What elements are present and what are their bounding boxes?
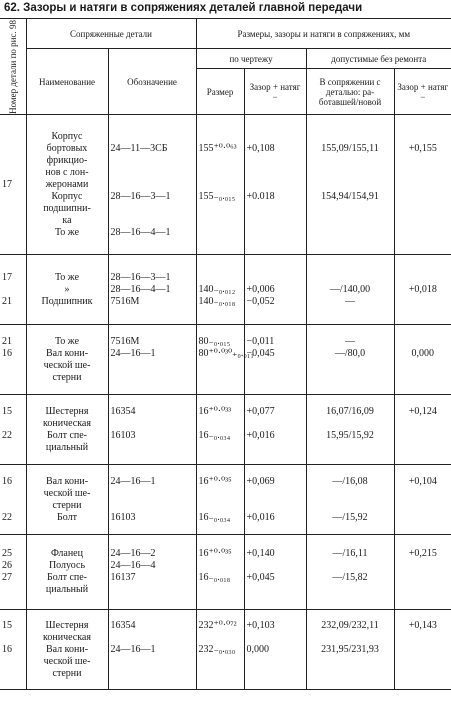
table-title: 62. Зазоры и натяги в сопряжениях деталей главной передачи xyxy=(4,2,363,14)
designation: 16103 xyxy=(110,429,136,441)
gap-drawing: +0,016 xyxy=(246,429,275,441)
header-in-mating: В сопряжении с деталью: работавшей/новой xyxy=(306,69,394,115)
size: 16₋₀.₀₁₈ xyxy=(198,572,231,583)
part-number: 16 xyxy=(2,347,12,359)
part-number-cell xyxy=(0,255,26,325)
gap-allowable-cell xyxy=(394,115,451,255)
part-name: ка xyxy=(62,214,72,226)
mating-value: —/16,08 xyxy=(332,475,368,487)
size: 155⁺⁰·⁰⁶³ xyxy=(198,142,237,154)
part-name: То же xyxy=(54,271,80,283)
mating-value: 231,95/231,93 xyxy=(321,643,379,655)
part-name: стерни xyxy=(52,499,82,511)
header-mating-parts: Сопряженные детали xyxy=(26,19,196,49)
part-name-cell xyxy=(26,255,108,325)
table-row xyxy=(0,465,451,535)
part-name-cell xyxy=(26,115,108,255)
gap-drawing: −0,011 xyxy=(246,335,275,347)
part-number-cell xyxy=(0,395,26,465)
part-name-cell xyxy=(26,395,108,465)
designation: 28—16—4—1 xyxy=(110,226,171,238)
designation-cell xyxy=(108,610,196,690)
designation: 24—16—2 xyxy=(110,548,156,559)
part-number: 21 xyxy=(2,295,12,307)
size-cell xyxy=(196,535,244,610)
gap-allowable-cell xyxy=(394,325,451,395)
part-name: Болт спе- xyxy=(46,572,88,583)
designation: 24—16—4 xyxy=(110,560,156,571)
designation-cell xyxy=(108,325,196,395)
size-cell xyxy=(196,325,254,395)
gap-drawing: +0,077 xyxy=(246,405,275,417)
mating-value: 232,09/232,11 xyxy=(321,619,379,631)
part-number: 15 xyxy=(2,619,12,631)
designation-cell xyxy=(108,465,196,535)
size: 232⁺⁰·⁰⁷² xyxy=(198,619,237,631)
gap-drawing: +0,016 xyxy=(246,511,275,523)
designation: 28—16—3—1 xyxy=(110,190,171,202)
table-row xyxy=(0,325,451,395)
part-name: ческой ше- xyxy=(43,655,91,667)
gap-drawing: 0,000 xyxy=(246,643,270,655)
gap-drawing: −0,052 xyxy=(246,295,275,307)
part-name: нов с лон- xyxy=(45,166,89,178)
gap-drawing: +0,006 xyxy=(246,283,275,295)
part-name: ческой ше- xyxy=(43,359,91,371)
gap-drawing-cell xyxy=(244,255,306,325)
table-row xyxy=(0,535,451,610)
part-number: 21 xyxy=(2,335,12,347)
table-body xyxy=(0,115,451,690)
designation: 7516М xyxy=(110,295,140,307)
header-sizes-group: Размеры, зазоры и натяги в сопряжениях, мм xyxy=(196,19,451,49)
size: 232₋₀.₀₃₀ xyxy=(198,643,236,655)
gap-drawing: +0,069 xyxy=(246,475,275,487)
size-cell xyxy=(196,395,244,465)
mating-value: —/16,11 xyxy=(332,548,368,559)
designation: 7516М xyxy=(110,335,140,347)
mating-value: —/80,0 xyxy=(334,347,366,359)
part-name: ческой ше- xyxy=(43,487,91,499)
gap-drawing-cell xyxy=(244,535,306,610)
size: 16⁺⁰·⁰³³ xyxy=(198,405,232,417)
part-name: фрикцио- xyxy=(46,154,88,166)
gap-drawing-cell xyxy=(244,610,306,690)
designation: 28—16—3—1 xyxy=(110,271,171,283)
gap-allowable-cell xyxy=(394,395,451,465)
part-name: То же xyxy=(54,226,80,238)
designation: 16354 xyxy=(110,405,136,417)
part-name: Корпус xyxy=(51,130,83,142)
gap-drawing: −0,045 xyxy=(246,347,275,359)
gap-allowable-cell xyxy=(394,465,451,535)
part-name: Корпус xyxy=(51,190,83,202)
gap-drawing: +0,140 xyxy=(246,548,275,559)
gap-allowable: +0,143 xyxy=(408,619,437,631)
mating-value: —/15,92 xyxy=(332,511,368,523)
gap-allowable: +0,104 xyxy=(408,475,437,487)
part-name: Подшипник xyxy=(41,295,93,307)
gap-allowable-cell xyxy=(394,535,451,610)
part-name: коническая xyxy=(43,417,91,429)
mating-value-cell xyxy=(306,395,394,465)
part-name-cell xyxy=(26,610,108,690)
part-name: Шестерня xyxy=(45,405,89,417)
header-gap-allowable: Зазор + натяг − xyxy=(394,69,451,115)
mating-value: 155,09/155,11 xyxy=(321,142,379,154)
size: 16⁺⁰·⁰³⁵ xyxy=(198,475,232,487)
size: 140₋₀.₀₁₈ xyxy=(198,295,236,307)
part-number: 17 xyxy=(2,271,12,283)
part-number: 16 xyxy=(2,475,12,487)
table-row xyxy=(0,395,451,465)
part-number: 15 xyxy=(2,405,12,417)
part-name: стерни xyxy=(52,667,82,679)
size: 140₋₀.₀₁₂ xyxy=(198,283,236,295)
designation: 16137 xyxy=(110,572,136,583)
header-size: Размер xyxy=(196,69,244,115)
designation-cell xyxy=(108,395,196,465)
part-name: стерни xyxy=(52,371,82,383)
designation: 24—11—3СБ xyxy=(110,142,168,154)
part-name: То же xyxy=(54,335,80,347)
clearances-table xyxy=(0,18,451,690)
part-number: 22 xyxy=(2,511,12,523)
mating-value-cell xyxy=(306,610,394,690)
header-allowable: допустимые без ремонта xyxy=(306,49,451,69)
part-number-cell xyxy=(0,325,26,395)
mating-value-cell xyxy=(306,255,394,325)
part-name: циальный xyxy=(45,584,89,595)
part-name-cell xyxy=(26,535,108,610)
mating-value-cell xyxy=(306,325,394,395)
mating-value: — xyxy=(345,335,356,347)
part-number: 22 xyxy=(2,429,12,441)
part-number-cell xyxy=(0,610,26,690)
designation-cell xyxy=(108,115,196,255)
part-name: Вал кони- xyxy=(45,347,89,359)
designation-cell xyxy=(108,535,196,610)
part-name: жеронами xyxy=(45,178,89,190)
size-cell xyxy=(196,610,244,690)
part-number: 25 xyxy=(2,548,12,559)
designation: 28—16—4—1 xyxy=(110,283,171,295)
part-name: Фланец xyxy=(51,548,83,559)
gap-allowable-cell xyxy=(394,255,451,325)
part-name: Полуось xyxy=(48,560,86,571)
header-by-drawing: по чертежу xyxy=(196,49,306,69)
part-name: подшипни- xyxy=(43,202,91,214)
gap-drawing-cell xyxy=(244,325,306,395)
part-name: » xyxy=(64,283,70,295)
header-designation: Обозначение xyxy=(108,49,196,115)
mating-value: —/140,00 xyxy=(329,283,371,295)
part-number-cell xyxy=(0,465,26,535)
part-number: 16 xyxy=(2,643,12,655)
gap-drawing: +0.018 xyxy=(246,190,275,202)
gap-allowable-cell xyxy=(394,610,451,690)
designation-cell xyxy=(108,255,196,325)
part-number: 26 xyxy=(2,560,12,571)
size-cell xyxy=(196,115,244,255)
part-name: Болт спе- xyxy=(46,429,88,441)
part-name: Вал кони- xyxy=(45,475,89,487)
designation: 16103 xyxy=(110,511,136,523)
mating-value: — xyxy=(345,295,356,307)
header-gap-drawing: Зазор + натяг − xyxy=(244,69,306,115)
size: 16₋₀.₀₃₄ xyxy=(198,429,231,441)
mating-value: 16,07/16,09 xyxy=(326,405,374,417)
part-name: бортовых xyxy=(46,142,88,154)
mating-value-cell xyxy=(306,535,394,610)
gap-drawing-cell xyxy=(244,395,306,465)
header-name: Наименование xyxy=(26,49,108,115)
part-name: Шестерня xyxy=(45,619,89,631)
table-row xyxy=(0,610,451,690)
gap-allowable: 0,000 xyxy=(411,347,435,359)
size: 80₋₀.₀₁₅ xyxy=(198,335,231,347)
gap-allowable: +0,155 xyxy=(408,142,437,154)
mating-value: 15,95/15,92 xyxy=(326,429,374,441)
part-number-cell xyxy=(0,115,26,255)
mating-value-cell xyxy=(306,115,394,255)
gap-allowable: +0,215 xyxy=(408,548,437,559)
size-cell xyxy=(196,465,244,535)
part-name-cell xyxy=(26,325,108,395)
size: 16₋₀.₀₃₄ xyxy=(198,511,231,523)
gap-drawing: +0,103 xyxy=(246,619,275,631)
part-name: циальный xyxy=(45,441,89,453)
size: 16⁺⁰·⁰³⁵ xyxy=(198,548,232,559)
gap-drawing: +0,045 xyxy=(246,572,275,583)
mating-value: 154,94/154,91 xyxy=(321,190,379,202)
gap-drawing-cell xyxy=(244,115,306,255)
designation: 24—16—1 xyxy=(110,475,156,487)
part-name: Болт xyxy=(57,511,77,523)
part-number: 17 xyxy=(2,178,12,190)
mating-value-cell xyxy=(306,465,394,535)
part-name: Вал кони- xyxy=(45,643,89,655)
part-name: коническая xyxy=(43,631,91,643)
size: 155₋₀.₀₁₅ xyxy=(198,190,236,202)
part-name-cell xyxy=(26,465,108,535)
mating-value: —/15,82 xyxy=(332,572,368,583)
table-row xyxy=(0,115,451,255)
designation: 24—16—1 xyxy=(110,347,156,359)
table-row xyxy=(0,255,451,325)
gap-drawing: +0,108 xyxy=(246,142,275,154)
size: 80⁺⁰·⁰³⁰₊₀.₀₁₁ xyxy=(198,347,254,359)
part-number: 27 xyxy=(2,572,12,583)
gap-allowable: +0,018 xyxy=(408,283,437,295)
designation: 24—16—1 xyxy=(110,643,156,655)
designation: 16354 xyxy=(110,619,136,631)
gap-allowable: +0,124 xyxy=(408,405,437,417)
size-cell xyxy=(196,255,244,325)
header-part-number: Номер детали по рис. 98 xyxy=(0,19,26,115)
part-number-cell xyxy=(0,535,26,610)
gap-drawing-cell xyxy=(244,465,306,535)
